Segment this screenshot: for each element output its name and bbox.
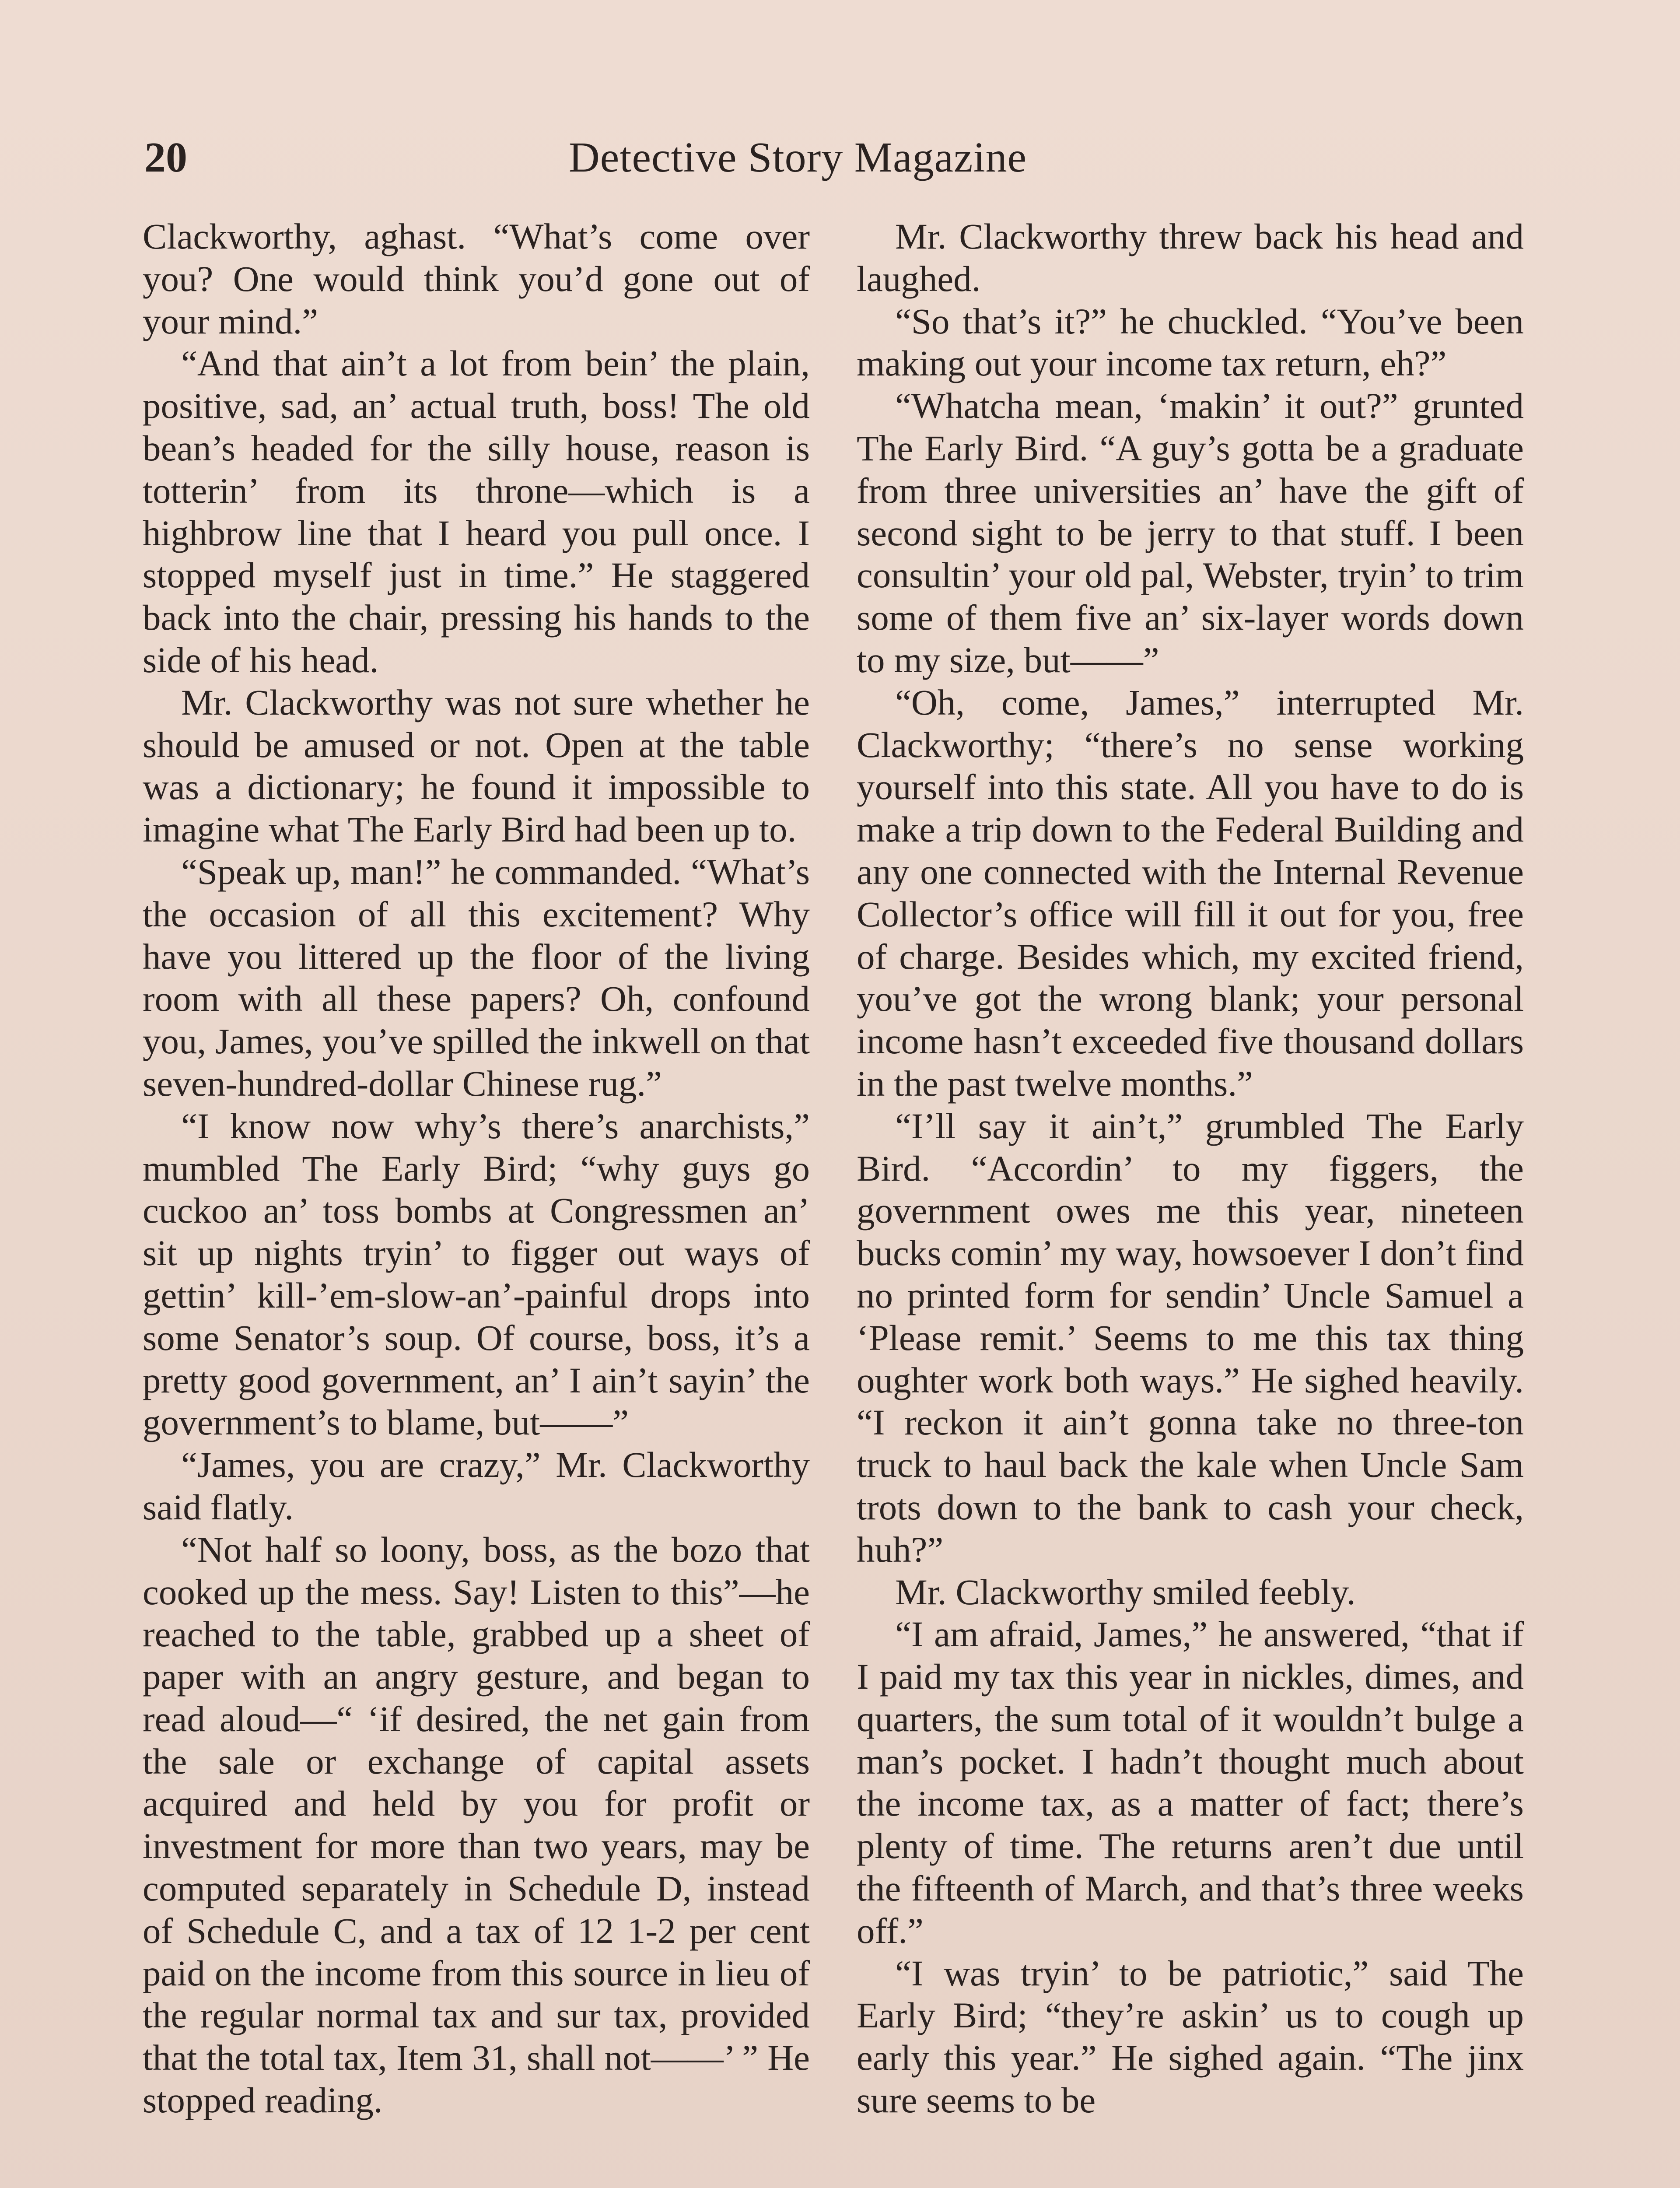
paragraph: “Speak up, man!” he commanded. “What’s the occasion of all this excitement? Why have you littered up the floor of the living room with all these papers? Oh, confound you, James, you’ve spilled the inkwell on that seven-hundred-dollar Chinese rug.” bbox=[143, 851, 810, 1104]
paragraph: Mr. Clackworthy was not sure whether he should be amused or not. Open at the table was a dictionary; he found it impossible to imagine what The Early Bird had been up to. bbox=[143, 682, 810, 850]
paragraph: “Not half so loony, boss, as the bozo that cooked up the mess. Say! Listen to this”—he reached to the table, grabbed up a sheet of paper with an angry gesture, and began to read aloud—“ ‘if desired, the net gain from the sale or exchange of capital assets acquired and held by you for profit or investment for more than two years, may be computed separately in Schedule D, instead of Schedule C, and a tax of 12 1-2 per cent paid on the income from this source in lieu of the regular normal tax and sur tax, provided that the total tax, Item 31, shall not——’ ” He stopped reading. bbox=[143, 1529, 810, 2121]
paragraph: “Oh, come, James,” interrupted Mr. Clackworthy; “there’s no sense working yourself into this state. All you have to do is make a trip down to the Federal Building and any one connected with the Internal Revenue Collector’s office will fill it out for you, free of charge. Besides which, my excited friend, you’ve got the wrong blank; your personal income hasn’t exceeded five thousand dollars in the past twelve months.” bbox=[857, 682, 1524, 1104]
running-title: Detective Story Magazine bbox=[569, 134, 1027, 181]
paragraph: Mr. Clackworthy smiled feebly. bbox=[895, 1571, 1356, 1612]
page-header bbox=[0, 127, 1680, 188]
paragraph: “So that’s it?” he chuckled. “You’ve been making out your income tax return, eh?” bbox=[857, 301, 1524, 384]
paragraph: “I am afraid, James,” he answered, “that if I paid my tax this year in nickles, dimes, and quarters, the sum total of it wouldn’t bulge a man’s pocket. I hadn’t thought much about the income tax, as a matter of fact; there’s plenty of time. The returns aren’t due until the fifteenth of March, and that’s three weeks off.” bbox=[857, 1614, 1524, 1951]
left-column bbox=[143, 215, 810, 2121]
paragraph: Clackworthy, aghast. “What’s come over you? One would think you’d gone out of your mind.” bbox=[143, 216, 810, 341]
paragraph: “I’ll say it ain’t,” grumbled The Early Bird. “Accordin’ to my figgers, the government owes me this year, nineteen bucks comin’ my way, howsoever I don’t find no printed form for sendin’ Uncle Samuel a ‘Please remit.’ Seems to me this tax thing oughter work both ways.” He sighed heavily. “I reckon it ain’t gonna take no three-ton truck to haul back the kale when Uncle Sam trots down to the bank to cash your check, huh?” bbox=[857, 1105, 1524, 1570]
paragraph: “And that ain’t a lot from bein’ the plain, positive, sad, an’ actual truth, boss! The old bean’s headed for the silly house, reason is totterin’ from its throne—which is a highbrow line that I heard you pull once. I stopped myself just in time.” He staggered back into the chair, pressing his hands to the side of his head. bbox=[143, 343, 810, 680]
page-number: 20 bbox=[144, 134, 187, 181]
paragraph: “James, you are crazy,” Mr. Clackworthy said flatly. bbox=[143, 1445, 810, 1527]
right-column bbox=[857, 215, 1524, 2121]
paragraph: “I was tryin’ to be patriotic,” said The Early Bird; “they’re askin’ us to cough up early this year.” He sighed again. “The jinx sure seems to be bbox=[857, 1953, 1524, 2121]
paragraph: “I know now why’s there’s anarchists,” mumbled The Early Bird; “why guys go cuckoo an’ toss bombs at Congressmen an’ sit up nights tryin’ to figger out ways of gettin’ kill-’em-slow-an’-painful drops into some Senator’s soup. Of course, boss, it’s a pretty good government, an’ I ain’t sayin’ the government’s to blame, but——” bbox=[143, 1105, 810, 1443]
paragraph: Mr. Clackworthy threw back his head and laughed. bbox=[857, 216, 1524, 299]
paragraph: “Whatcha mean, ‘makin’ it out?” grunted The Early Bird. “A guy’s gotta be a graduate from three universities an’ have the gift of second sight to be jerry to that stuff. I been consultin’ your old pal, Webster, tryin’ to trim some of them five an’ six-layer words down to my size, but——” bbox=[857, 386, 1524, 680]
